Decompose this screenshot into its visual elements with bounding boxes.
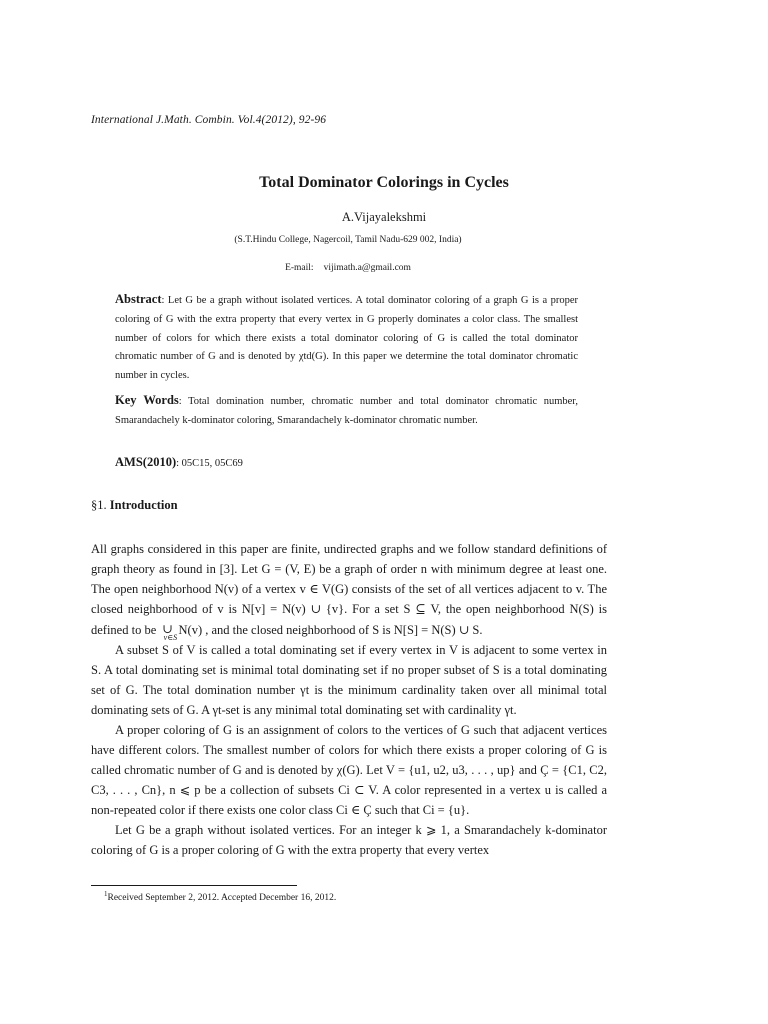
- ams-text: : 05C15, 05C69: [176, 458, 243, 469]
- section-heading: [91, 498, 178, 513]
- email-label: E-mail:: [285, 263, 314, 273]
- body-paragraph-2: A subset S of V is called a total dominating set if every vertex in V is adjacent to some vertex in S. A total dominating set is minimal total dominating set if no proper subset of S is a total dominating set of G. The total domination number γt is the minimum cardinality taken over all minimal total dominating sets of G. A γt-set is any minimal total dominating set with cardinality γt.: [91, 643, 607, 717]
- footnote: [104, 890, 336, 903]
- ams-classification: [115, 455, 243, 470]
- keywords-label: Key Words: [115, 393, 179, 407]
- author-affiliation: (S.T.Hindu College, Nagercoil, Tamil Nadu-629 002, India): [234, 235, 462, 245]
- author-name: A.Vijayalekshmi: [341, 210, 427, 224]
- abstract-label: Abstract: [115, 292, 162, 306]
- abstract-text: : Let G be a graph without isolated vertices. A total dominator coloring of a graph G is a proper coloring of G with the extra property that every vertex in G properly dominates a color class. The smallest number of colors for which there exists a total dominator coloring of G is called the total dominator chromatic number of G and is denoted by χtd(G). In this paper we determine the total dominator chromatic number in cycles.: [115, 295, 578, 382]
- ams-label: AMS(2010): [115, 455, 177, 469]
- p1-part-b: N(v) , and the closed neighborhood of S is N[S] = N(S) ∪ S.: [178, 623, 483, 637]
- author-email: [0, 263, 696, 273]
- section-title: Introduction: [109, 498, 178, 512]
- footnote-text: Received September 2, 2012. Accepted December 16, 2012.: [107, 893, 337, 904]
- union-subscript: v∈S: [163, 633, 178, 642]
- body-paragraph-1: [91, 539, 607, 640]
- keywords: [115, 391, 578, 431]
- abstract: [115, 290, 578, 386]
- journal-header: International J.Math. Combin. Vol.4(2012), 92-96: [91, 114, 327, 126]
- section-number: §1.: [91, 498, 107, 512]
- paper-title: Total Dominator Colorings in Cycles: [259, 174, 509, 191]
- union-symbol: ∪ v∈S: [159, 619, 175, 639]
- body-paragraph-3: A proper coloring of G is an assignment of colors to the vertices of G such that adjacent vertices have different colors. The smallest number of colors for which there exists a proper coloring of G is called chromatic number of G and is denoted by χ(G). Let V = {u1, u2, u3, . . . , up} and Ç = {C1, C2, C3, . . . , Cn}, n ⩽ p be a collection of subsets Ci ⊂ V. A color represented in a vertex u is called a non-repeated color if there exists one color class Ci ∈ Ç such that Ci = {u}.: [91, 723, 607, 817]
- keywords-text: : Total domination number, chromatic number and total dominator chromatic number, Smarandachely k-dominator coloring, Smarandachely k-dominator chromatic number.: [115, 396, 578, 426]
- body-paragraph-4: Let G be a graph without isolated vertices. For an integer k ⩾ 1, a Smarandachely k-dominator coloring of G is a proper coloring of G with the extra property that every vertex: [91, 823, 607, 857]
- footnote-rule: [91, 885, 297, 886]
- footnote-mark: 1: [104, 890, 108, 898]
- body-text: [91, 539, 607, 860]
- email-address: vijimath.a@gmail.com: [323, 263, 411, 273]
- p1-part-a: All graphs considered in this paper are finite, undirected graphs and we follow standard definitions of graph theory as found in [3]. Let G = (V, E) be a graph of order n with minimum degree at least one. The open neighborhood N(v) of a vertex v ∈ V(G) consists of the set of all vertices adjacent to v. The closed neighborhood of v is N[v] = N(v) ∪ {v}. For a set S ⊆ V, the open neighborhood N(S) is defined to be: [91, 542, 607, 637]
